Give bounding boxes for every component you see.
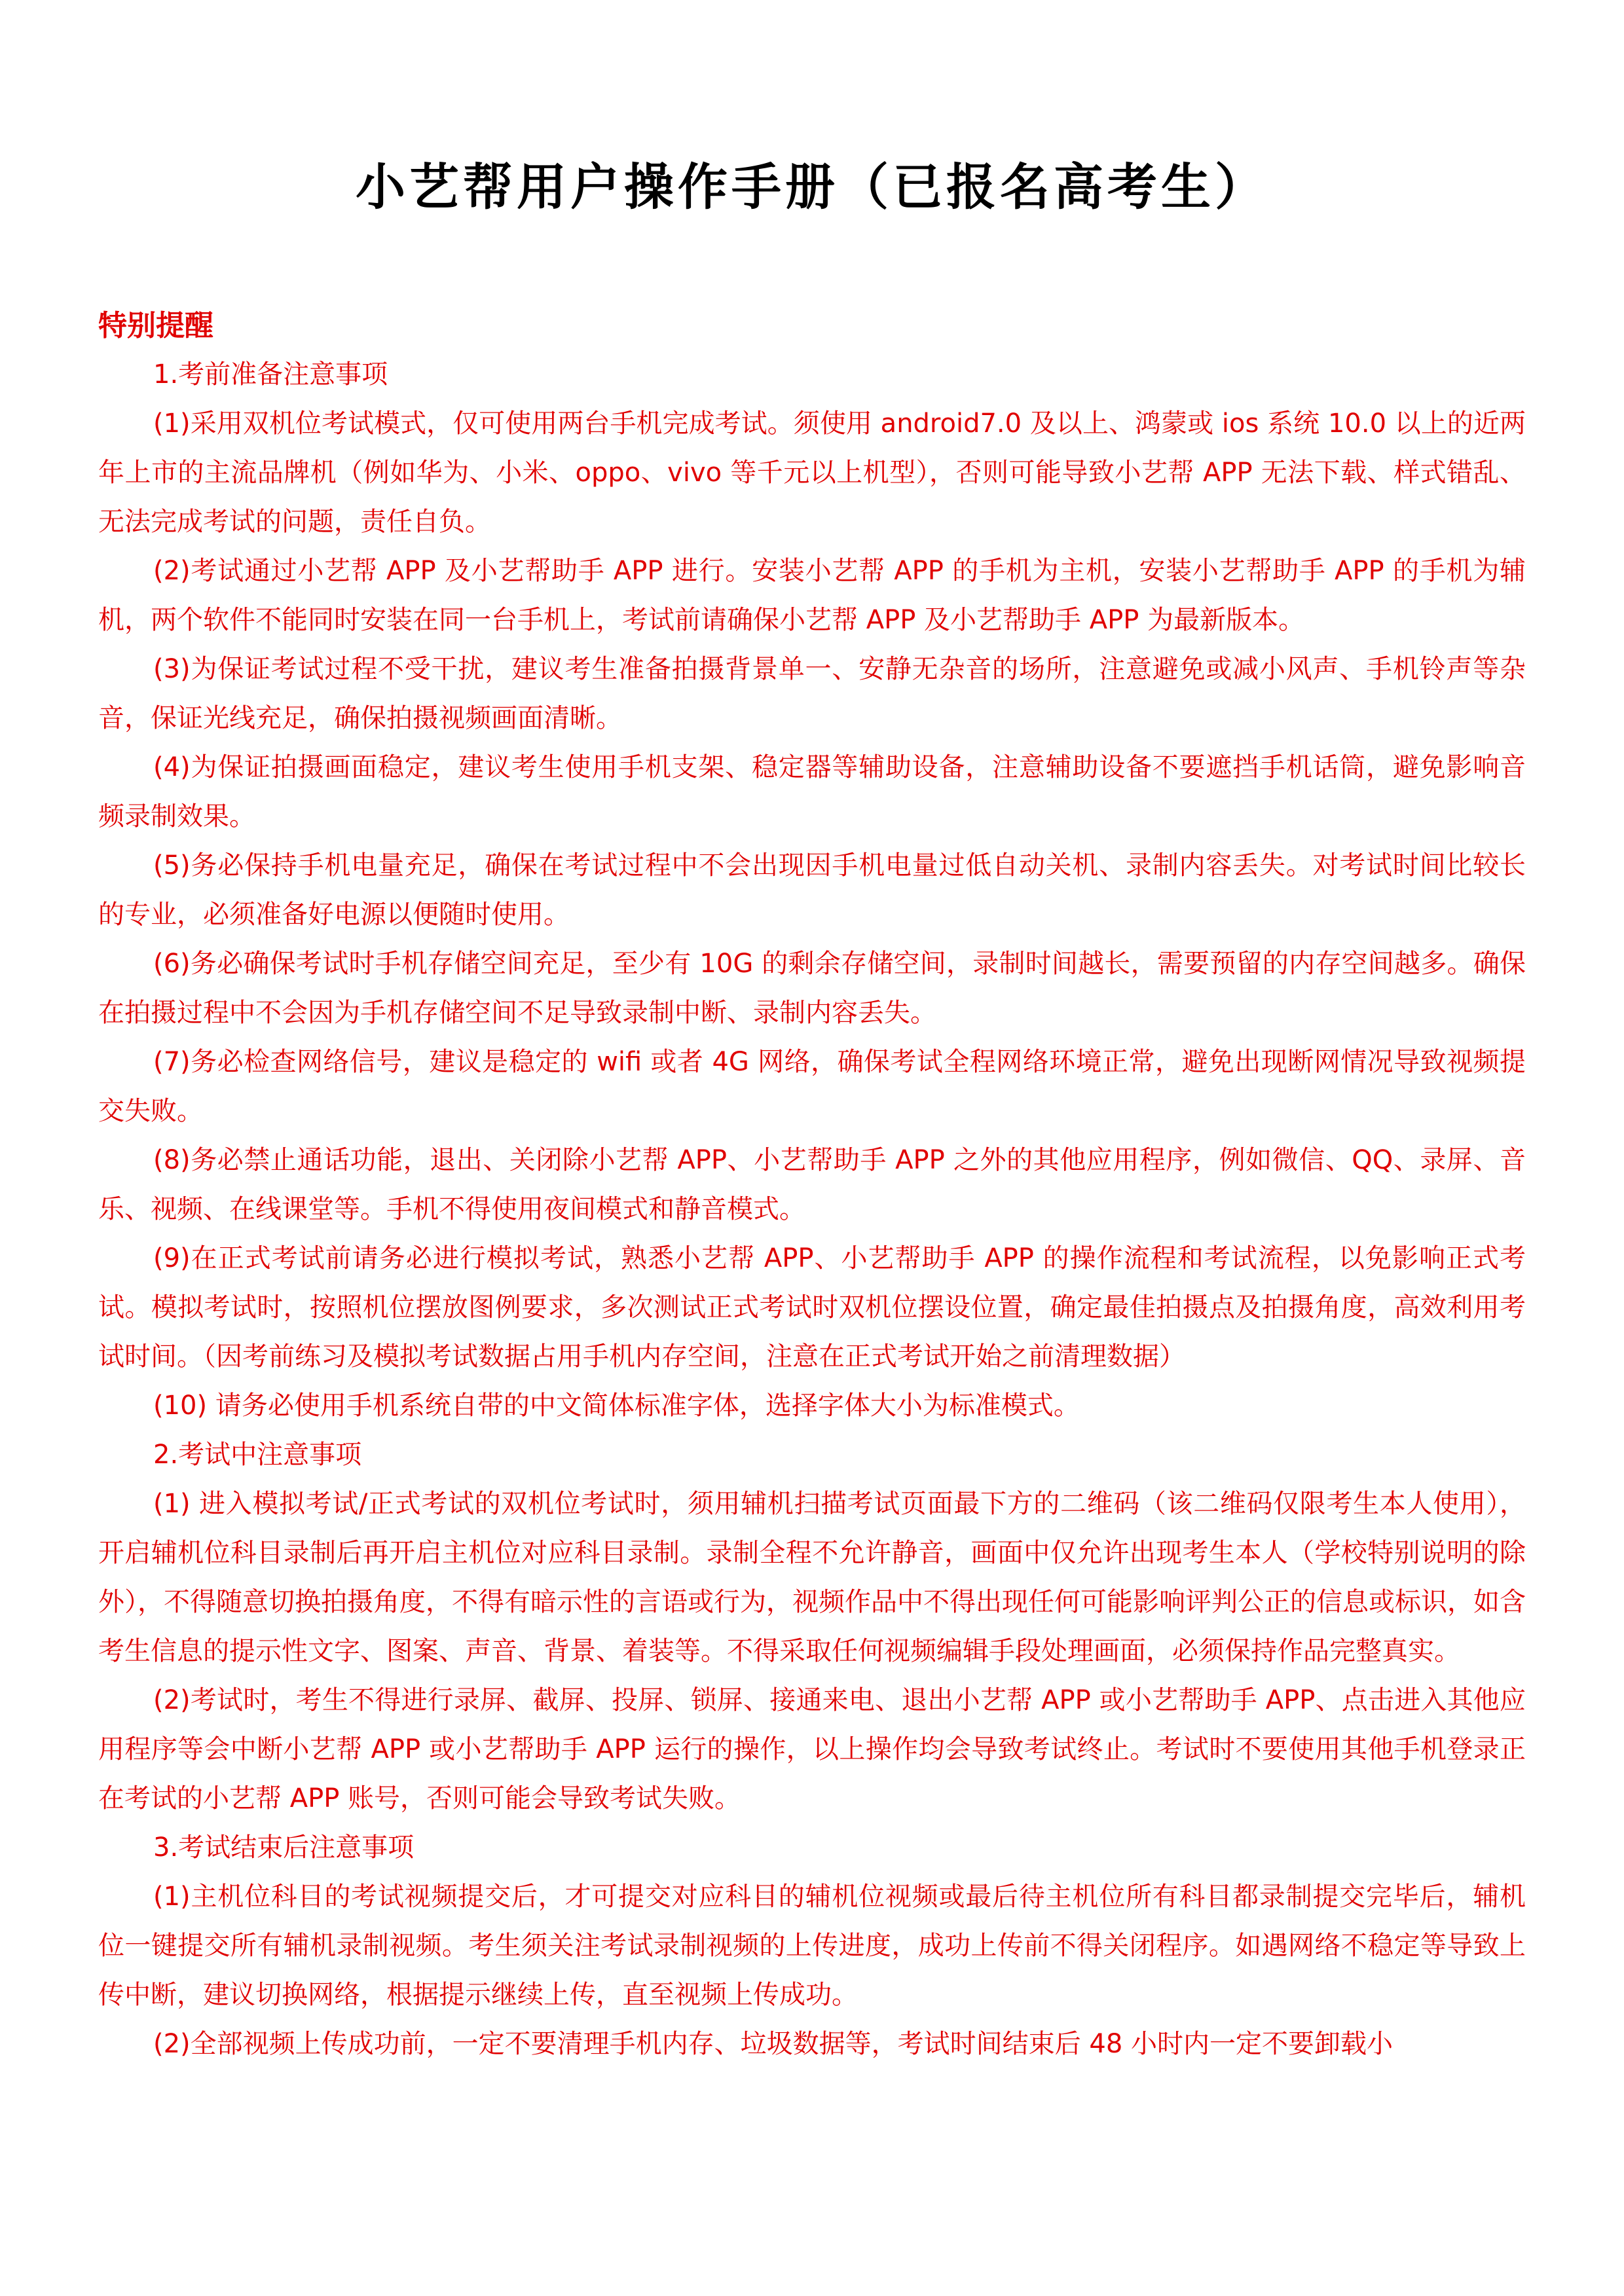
document-page bbox=[98, 0, 1526, 2069]
paragraph: (2)全部视频上传成功前，一定不要清理手机内存、垃圾数据等，考试时间结束后 48 小时内一定不要卸载小 bbox=[153, 2029, 1393, 2060]
paragraph: (6)务必确保考试时手机存储空间充足，至少有 10G 的剩余存储空间，录制时间越长，需要预留的内存空间越多。确保在拍摄过程中不会因为手机存储空间不足导致录制中断、录制内容丢失。 bbox=[98, 949, 1526, 1029]
document-title: 小艺帮用户操作手册（已报名高考生） bbox=[356, 158, 1268, 216]
paragraph: (1)采用双机位考试模式，仅可使用两台手机完成考试。须使用 android7.0 及以上、鸿蒙或 ios 系统 10.0 以上的近两年上市的主流品牌机（例如华为、小米、oppo、vivo 等千元以上机型），否则可能导致小艺帮 APP 无法下载、样式错乱、无法完成考试的问题，责任自负。 bbox=[98, 409, 1526, 538]
section-heading-during-exam: 2.考试中注意事项 bbox=[153, 1440, 362, 1470]
paragraph: (7)务必检查网络信号，建议是稳定的 wifi 或者 4G 网络，确保考试全程网络环境正常，避免出现断网情况导致视频提交失败。 bbox=[98, 1047, 1526, 1127]
paragraph: (9)在正式考试前请务必进行模拟考试，熟悉小艺帮 APP、小艺帮助手 APP 的操作流程和考试流程，以免影响正式考试。模拟考试时，按照机位摆放图例要求，多次测试正式考试时双机位摆设位置，确定最佳拍摄点及拍摄角度，高效利用考试时间。（因考前练习及模拟考试数据占用手机内存空间，注意在正式考试开始之前清理数据） bbox=[98, 1243, 1526, 1372]
special-notice-heading: 特别提醒 bbox=[98, 309, 213, 343]
paragraph: (1) 进入模拟考试/正式考试的双机位考试时，须用辅机扫描考试页面最下方的二维码（该二维码仅限考生本人使用），开启辅机位科目录制后再开启主机位对应科目录制。录制全程不允许静音，画面中仅允许出现考生本人（学校特别说明的除外），不得随意切换拍摄角度，不得有暗示性的言语或行为，视频作品中不得出现任何可能影响评判公正的信息或标识，如含考生信息的提示性文字、图案、声音、背景、着装等。不得采取任何视频编辑手段处理画面，必须保持作品完整真实。 bbox=[98, 1489, 1526, 1667]
document-content bbox=[98, 350, 1526, 2069]
paragraph: (8)务必禁止通话功能，退出、关闭除小艺帮 APP、小艺帮助手 APP 之外的其他应用程序，例如微信、QQ、录屏、音乐、视频、在线课堂等。手机不得使用夜间模式和静音模式。 bbox=[98, 1145, 1526, 1225]
paragraph: (5)务必保持手机电量充足，确保在考试过程中不会出现因手机电量过低自动关机、录制内容丢失。对考试时间比较长的专业，必须准备好电源以便随时使用。 bbox=[98, 850, 1526, 930]
paragraph: (3)为保证考试过程不受干扰，建议考生准备拍摄背景单一、安静无杂音的场所，注意避免或减小风声、手机铃声等杂音，保证光线充足，确保拍摄视频画面清晰。 bbox=[98, 654, 1526, 734]
section-heading-pre-exam: 1.考前准备注意事项 bbox=[153, 359, 388, 390]
section-heading-after-exam: 3.考试结束后注意事项 bbox=[153, 1832, 415, 1863]
paragraph: (2)考试时，考生不得进行录屏、截屏、投屏、锁屏、接通来电、退出小艺帮 APP 或小艺帮助手 APP、点击进入其他应用程序等会中断小艺帮 APP 或小艺帮助手 APP 运行的操作，以上操作均会导致考试终止。考试时不要使用其他手机登录正在考试的小艺帮 APP 账号，否则可能会导致考试失败。 bbox=[98, 1685, 1526, 1814]
paragraph: (2)考试通过小艺帮 APP 及小艺帮助手 APP 进行。安装小艺帮 APP 的手机为主机，安装小艺帮助手 APP 的手机为辅机，两个软件不能同时安装在同一台手机上，考试前请确保小艺帮 APP 及小艺帮助手 APP 为最新版本。 bbox=[98, 556, 1526, 636]
paragraph: (4)为保证拍摄画面稳定，建议考生使用手机支架、稳定器等辅助设备，注意辅助设备不要遮挡手机话筒，避免影响音频录制效果。 bbox=[98, 752, 1526, 832]
paragraph: (1)主机位科目的考试视频提交后，才可提交对应科目的辅机位视频或最后待主机位所有科目都录制提交完毕后，辅机位一键提交所有辅机录制视频。考生须关注考试录制视频的上传进度，成功上传前不得关闭程序。如遇网络不稳定等导致上传中断，建议切换网络，根据提示继续上传，直至视频上传成功。 bbox=[98, 1882, 1526, 2011]
paragraph: (10) 请务必使用手机系统自带的中文简体标准字体，选择字体大小为标准模式。 bbox=[153, 1391, 1080, 1421]
